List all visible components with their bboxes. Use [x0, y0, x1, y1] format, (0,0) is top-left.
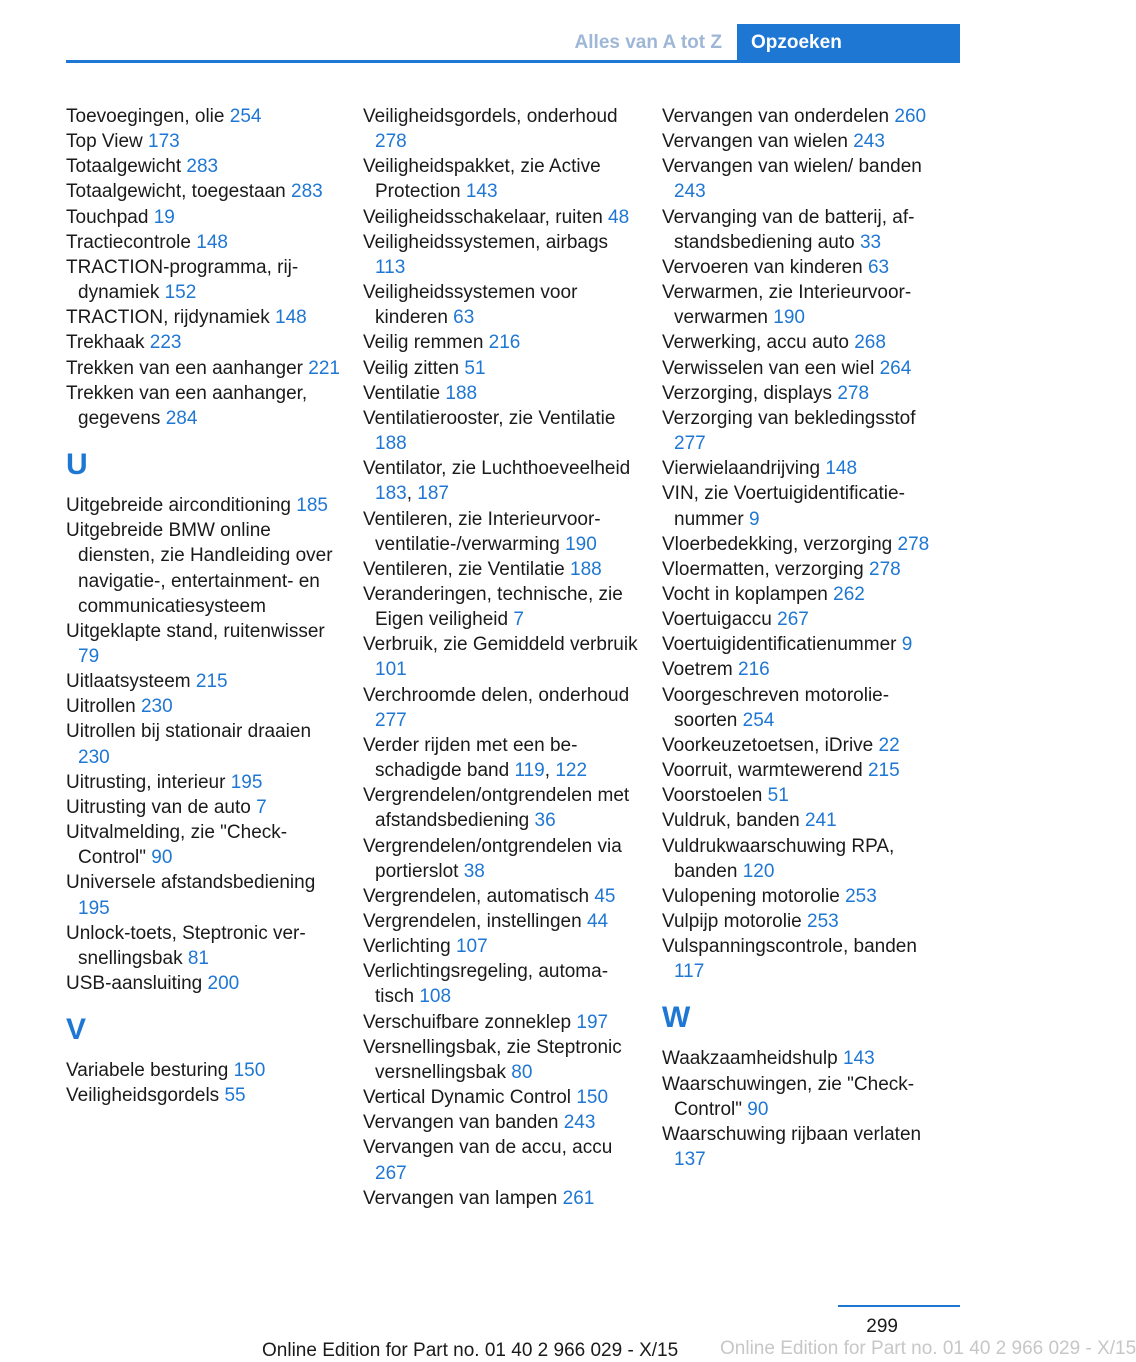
index-entry-term: Vierwielaandrijving: [662, 458, 821, 480]
index-entry-term: Vulspanningscontrole, banden: [662, 936, 917, 958]
index-entry-term: Vervangen van de accu, accu: [363, 1137, 613, 1159]
index-entry-term: Vervanging van de batterij, afstandsbediening auto: [662, 206, 915, 253]
index-entry: [662, 255, 937, 280]
page-link[interactable]: 48: [608, 206, 630, 228]
section-letter: V: [66, 1013, 87, 1047]
index-entry: [66, 694, 341, 719]
page-separator: ,: [544, 760, 556, 782]
index-entry-term: Totaalgewicht: [66, 156, 182, 178]
page-link[interactable]: 187: [417, 483, 449, 505]
page-link[interactable]: 9: [901, 634, 913, 656]
index-entry: [662, 607, 937, 632]
index-entry: [66, 971, 341, 996]
page-link[interactable]: 216: [738, 659, 770, 681]
index-entry: [363, 330, 638, 355]
index-entry-term: Vuldruk, banden: [662, 810, 800, 832]
index-entry-term: VIN, zie Voertuigidentificatienummer: [662, 483, 905, 530]
index-entry-term: Universele afstandsbediening: [66, 872, 316, 894]
page-link[interactable]: 119: [514, 760, 545, 782]
page-link[interactable]: 243: [563, 1112, 596, 1134]
index-entry-term: Verlichting: [363, 936, 451, 958]
index-entry: [66, 1083, 341, 1108]
page-link[interactable]: 243: [674, 181, 706, 203]
index-entry-term: Uitgeklapte stand, ruitenwisser: [66, 620, 325, 642]
index-entry: [66, 669, 341, 694]
page-link[interactable]: 277: [674, 433, 706, 455]
page-link[interactable]: 7: [256, 796, 267, 818]
page-separator: ,: [406, 483, 418, 505]
index-entry-term: Toevoegingen, olie: [66, 106, 225, 127]
index-entry-term: Uitrollen bij stationair draaien: [66, 721, 312, 743]
index-entry-term: Vergrendelen/ontgrendelen via portierslot: [363, 835, 622, 882]
watermark: Online Edition for Part no. 01 40 2 966 029 - X/15: [720, 1338, 1136, 1359]
index-entry-term: Ventileren, zie Interieurvoorventilatie-/verwarming: [363, 508, 601, 555]
index-entry-term: Voorstoelen: [662, 785, 763, 807]
index-entry-term: Uitvalmelding, zie "Check-Control": [66, 822, 288, 869]
index-entry: [66, 1058, 341, 1083]
index-entry: [662, 657, 937, 682]
page-link[interactable]: 148: [275, 307, 307, 329]
index-entry: [363, 205, 638, 230]
page-link[interactable]: 283: [291, 181, 323, 203]
index-entry: [66, 719, 341, 769]
index-entry: [662, 758, 937, 783]
index-entry: [363, 834, 638, 884]
page-link[interactable]: 230: [78, 746, 110, 768]
index-entry-term: Verwarmen, zie Interieurvoorverwarmen: [662, 282, 912, 329]
index-entry: [363, 381, 638, 406]
index-entry: [662, 557, 937, 582]
page-link[interactable]: 215: [195, 671, 228, 693]
page-link[interactable]: 197: [576, 1011, 609, 1033]
index-entry: [662, 330, 937, 355]
page-link[interactable]: 108: [419, 986, 452, 1008]
index-entry-term: Vervoeren van kinderen: [662, 256, 863, 278]
page-link[interactable]: 254: [742, 709, 775, 731]
index-entry: [662, 1122, 937, 1172]
page-link[interactable]: 90: [747, 1098, 769, 1120]
page-link[interactable]: 143: [465, 181, 498, 203]
page-link[interactable]: 188: [445, 382, 478, 404]
index-entry-term: Trekken van een aanhanger, gegevens: [66, 382, 308, 429]
index-entry: [363, 909, 638, 934]
page-link[interactable]: 195: [78, 897, 110, 919]
page-link[interactable]: 38: [463, 860, 485, 882]
index-entry-term: Uitrusting van de auto: [66, 796, 251, 818]
index-entry-term: Vervangen van onderdelen: [662, 106, 890, 127]
index-entry: [662, 532, 937, 557]
page-link[interactable]: 90: [151, 847, 173, 869]
index-entry: [662, 884, 937, 909]
page-link[interactable]: 283: [186, 156, 219, 178]
index-entry-term: Vergrendelen, automatisch: [363, 885, 590, 907]
page-link[interactable]: 253: [807, 911, 839, 932]
index-entry: [66, 795, 341, 820]
page-link[interactable]: 150: [233, 1060, 266, 1082]
page-link[interactable]: 51: [464, 357, 486, 379]
page-link[interactable]: 278: [869, 558, 901, 580]
index-entry-term: Waarschuwing rijbaan verlaten: [662, 1123, 922, 1145]
index-entry: [662, 154, 937, 204]
page-link[interactable]: 113: [375, 256, 406, 278]
index-entry: [363, 104, 638, 154]
index-entry-term: TRACTION, rijdynamiek: [66, 307, 270, 329]
index-entry: [66, 179, 341, 204]
index-entry: [363, 1035, 638, 1085]
index-entry: [66, 820, 341, 870]
index-entry-term: Veiligheidsschakelaar, ruiten: [363, 206, 603, 228]
page-link[interactable]: 33: [859, 231, 882, 253]
index-entry-term: Tractiecontrole: [66, 231, 191, 253]
page-link[interactable]: 107: [455, 936, 488, 958]
page-link[interactable]: 221: [308, 357, 340, 379]
index-entry: [363, 632, 638, 682]
index-entry: [66, 921, 341, 971]
page-link[interactable]: 148: [825, 458, 858, 480]
index-entry: [66, 518, 341, 619]
index-entry-term: Uitrusting, interieur: [66, 771, 226, 793]
index-entry: [363, 683, 638, 733]
index-entry: [363, 1010, 638, 1035]
index-entry: [363, 456, 638, 506]
page-link[interactable]: 152: [164, 282, 197, 304]
index-entry: [363, 1186, 638, 1211]
page-link[interactable]: 9: [748, 508, 760, 530]
index-entry: [662, 934, 937, 984]
index-entry: [662, 1072, 937, 1122]
index-entry: [363, 959, 638, 1009]
page-link[interactable]: 150: [576, 1087, 609, 1109]
index-entry: [66, 104, 341, 129]
index-entry: [66, 154, 341, 179]
page-link[interactable]: 120: [742, 860, 775, 882]
index-entry-term: Uitgebreide airconditioning: [66, 495, 291, 517]
page-link[interactable]: 19: [153, 206, 175, 228]
index-entry: [363, 557, 638, 582]
page-link[interactable]: 267: [777, 609, 809, 631]
index-entry: [66, 330, 341, 355]
page-link[interactable]: 190: [773, 307, 805, 329]
page-number: 299: [866, 1316, 898, 1337]
index-entry: [662, 205, 937, 255]
page-link[interactable]: 254: [229, 106, 262, 127]
index-entry-term: Veilig zitten: [363, 357, 460, 379]
index-entry: [66, 356, 341, 381]
tab-alles-van-a-tot-z[interactable]: Alles van A tot Z: [574, 32, 722, 53]
page-link[interactable]: 80: [511, 1061, 533, 1083]
index-entry-term: Waarschuwingen, zie "Check-Control": [662, 1073, 915, 1120]
index-column-3: [662, 104, 937, 1172]
index-entry-term: Veiligheidsgordels: [66, 1085, 220, 1107]
index-entry-term: Verlichtingsregeling, automatisch: [363, 961, 609, 1008]
page-link[interactable]: 183: [375, 483, 407, 505]
index-entry-term: Veilig remmen: [363, 332, 484, 354]
footer-rule: [838, 1305, 960, 1307]
page-link[interactable]: 7: [513, 609, 524, 631]
page-link[interactable]: 195: [230, 771, 263, 793]
index-entry-term: Vergrendelen, instellingen: [363, 911, 582, 932]
index-entry: [363, 280, 638, 330]
index-entry: [662, 733, 937, 758]
section-letter: U: [66, 448, 88, 482]
index-entry: [662, 481, 937, 531]
index-entry-term: Voertuigaccu: [662, 609, 772, 631]
index-entry-term: Verzorging van bekledingsstof: [662, 407, 916, 429]
index-entry: [66, 870, 341, 920]
index-entry: [662, 632, 937, 657]
page-link[interactable]: 223: [149, 332, 182, 354]
index-entry-term: Variabele besturing: [66, 1060, 229, 1082]
page-link[interactable]: 188: [570, 558, 602, 580]
index-entry-term: Touchpad: [66, 206, 149, 228]
page-link[interactable]: 101: [375, 659, 407, 681]
index-entry: [66, 255, 341, 305]
page-link[interactable]: 143: [842, 1048, 875, 1070]
page-link[interactable]: 277: [375, 709, 407, 731]
index-entry-term: Veiligheidspakket, zie Active Protection: [363, 156, 601, 203]
index-column-1: [66, 104, 341, 1108]
index-entry: [662, 280, 937, 330]
index-entry-term: Ventilator, zie Luchthoeveelheid: [363, 458, 631, 480]
index-entry-term: Ventilatie: [363, 382, 441, 404]
page-link[interactable]: 260: [894, 106, 927, 127]
page-link[interactable]: 230: [140, 696, 173, 718]
index-entry-term: Vocht in koplampen: [662, 583, 828, 605]
index-entry: [662, 356, 937, 381]
page-link[interactable]: 188: [375, 433, 407, 455]
index-entry-term: Verbruik, zie Gemiddeld verbruik: [363, 634, 638, 656]
page-link[interactable]: 284: [165, 407, 198, 429]
index-entry: [66, 129, 341, 154]
index-entry: [363, 934, 638, 959]
page-link[interactable]: 190: [565, 533, 597, 555]
index-entry-term: Totaalgewicht, toegestaan: [66, 181, 286, 203]
index-entry: [662, 834, 937, 884]
index-entry-term: Verschuifbare zonneklep: [363, 1011, 572, 1033]
page-link[interactable]: 268: [854, 332, 886, 354]
index-entry-term: TRACTION-programma, rijdynamiek: [66, 256, 299, 304]
page-link[interactable]: 137: [674, 1149, 706, 1171]
index-entry: [363, 733, 638, 783]
index-entry: [66, 205, 341, 230]
index-entry: [662, 683, 937, 733]
page-link[interactable]: 185: [296, 495, 328, 517]
index-entry-term: Vulpijp motorolie: [662, 911, 802, 932]
index-entry: [66, 230, 341, 255]
index-entry: [662, 582, 937, 607]
index-entry-term: Vervangen van banden: [363, 1112, 559, 1134]
footer-text: Online Edition for Part no. 01 40 2 966 029 - X/15: [262, 1340, 679, 1361]
page-link[interactable]: 44: [586, 911, 609, 932]
index-entry: [363, 1110, 638, 1135]
page-link[interactable]: 262: [833, 583, 865, 605]
page-link[interactable]: 51: [767, 785, 789, 807]
index-column-2: [363, 104, 638, 1211]
index-entry-term: Trekken van een aanhanger: [66, 357, 303, 379]
index-entry-term: Voorgeschreven motoroliesoorten: [662, 684, 890, 731]
index-entry-term: Veiligheidsgordels, onderhoud: [363, 106, 618, 127]
index-entry-term: Veiligheidssystemen voor kinderen: [363, 282, 578, 329]
page-link[interactable]: 117: [674, 961, 705, 983]
index-entry: [363, 783, 638, 833]
page-link[interactable]: 36: [534, 810, 556, 832]
index-entry: [662, 808, 937, 833]
index-entry-term: Vervangen van wielen/ banden: [662, 156, 922, 178]
page-link[interactable]: 148: [196, 231, 228, 253]
page-link[interactable]: 55: [224, 1085, 246, 1107]
index-entry-term: Vloerbedekking, verzorging: [662, 533, 893, 555]
index-entry-term: Vulopening motorolie: [662, 885, 840, 907]
index-entry-term: Uitgebreide BMW online diensten, zie Handleiding over navigatie-, entertainment- en communicatiesysteem: [66, 520, 333, 617]
index-entry-term: Top View: [66, 131, 143, 153]
page-link[interactable]: 63: [867, 256, 890, 278]
index-entry: [363, 230, 638, 280]
index-entry-term: Vloermatten, verzorging: [662, 558, 864, 580]
page-link[interactable]: 215: [867, 760, 900, 782]
index-entry: [66, 381, 341, 431]
index-entry-term: Veiligheidssystemen, airbags: [363, 231, 609, 253]
page-link[interactable]: 81: [187, 947, 209, 969]
tab-opzoeken[interactable]: Opzoeken: [737, 24, 960, 62]
page-link[interactable]: 22: [878, 734, 900, 756]
index-entry-term: Ventilatierooster, zie Ventilatie: [363, 407, 616, 429]
index-entry-term: Voorruit, warmtewerend: [662, 760, 863, 782]
index-entry-term: Vertical Dynamic Control: [363, 1087, 572, 1109]
index-entry: [66, 305, 341, 330]
page-link[interactable]: 253: [845, 885, 877, 907]
index-entry: [363, 154, 638, 204]
index-entry: [363, 356, 638, 381]
index-entry-term: Voertuigidentificatienummer: [662, 634, 897, 656]
page-link[interactable]: 278: [837, 382, 870, 404]
index-entry-term: Waakzaamheidshulp: [662, 1048, 838, 1070]
index-entry-term: Unlock-toets, Steptronic versnellingsbak: [66, 922, 306, 969]
index-entry: [662, 104, 937, 129]
index-entry-term: Veranderingen, technische, zie Eigen veiligheid: [363, 583, 623, 631]
page-link[interactable]: 79: [78, 645, 100, 667]
index-entry-term: Versnellingsbak, zie Steptronic versnellingsbak: [363, 1036, 622, 1083]
index-entry: [662, 456, 937, 481]
index-entry: [662, 1046, 937, 1071]
index-entry-term: Vervangen van wielen: [662, 131, 848, 153]
index-entry: [662, 909, 937, 934]
index-entry: [363, 1085, 638, 1110]
page-link[interactable]: 173: [148, 131, 180, 153]
index-entry-term: Uitrollen: [66, 696, 136, 718]
page-link[interactable]: 243: [853, 131, 885, 153]
index-entry-term: Vergrendelen/ontgrendelen met afstandsbediening: [363, 785, 630, 832]
page-link[interactable]: 45: [594, 885, 616, 907]
section-letter: W: [662, 1001, 691, 1035]
index-entry-term: Vuldrukwaarschuwing RPA, banden: [662, 835, 895, 882]
index-entry: [662, 381, 937, 406]
index-entry-term: Verwerking, accu auto: [662, 332, 849, 354]
page-link[interactable]: 267: [375, 1162, 407, 1184]
index-entry-term: Vervangen van lampen: [363, 1187, 558, 1209]
page-link[interactable]: 278: [375, 131, 407, 153]
index-entry: [363, 582, 638, 632]
index-entry: [66, 770, 341, 795]
index-entry: [662, 129, 937, 154]
index-entry: [363, 1135, 638, 1185]
page-link[interactable]: 63: [453, 307, 475, 329]
index-entry: [363, 406, 638, 456]
index-entry: [66, 619, 341, 669]
index-entry-term: Verder rijden met een beschadigde band: [363, 734, 578, 782]
page-link[interactable]: 122: [555, 760, 588, 782]
index-entry-term: Trekhaak: [66, 332, 145, 354]
page-link[interactable]: 278: [897, 533, 930, 555]
index-entry: [363, 884, 638, 909]
index-entry-term: Voorkeuzetoetsen, iDrive: [662, 734, 874, 756]
index-entry-term: USB-aansluiting: [66, 973, 203, 994]
page-link[interactable]: 241: [804, 810, 837, 832]
index-entry: [66, 493, 341, 518]
index-entry: [363, 507, 638, 557]
index-entry-term: Ventileren, zie Ventilatie: [363, 558, 565, 580]
index-entry-term: Verwisselen van een wiel: [662, 357, 875, 379]
index-entry-term: Verchroomde delen, onderhoud: [363, 684, 630, 706]
page-link[interactable]: 261: [562, 1187, 595, 1209]
index-entry: [662, 406, 937, 456]
page-link[interactable]: 264: [879, 357, 912, 379]
index-entry-term: Voetrem: [662, 659, 733, 681]
index-entry: [662, 783, 937, 808]
page-link[interactable]: 216: [488, 332, 521, 354]
page-link[interactable]: 200: [207, 973, 240, 994]
index-entry-term: Uitlaatsysteem: [66, 671, 191, 693]
index-entry-term: Verzorging, displays: [662, 382, 833, 404]
